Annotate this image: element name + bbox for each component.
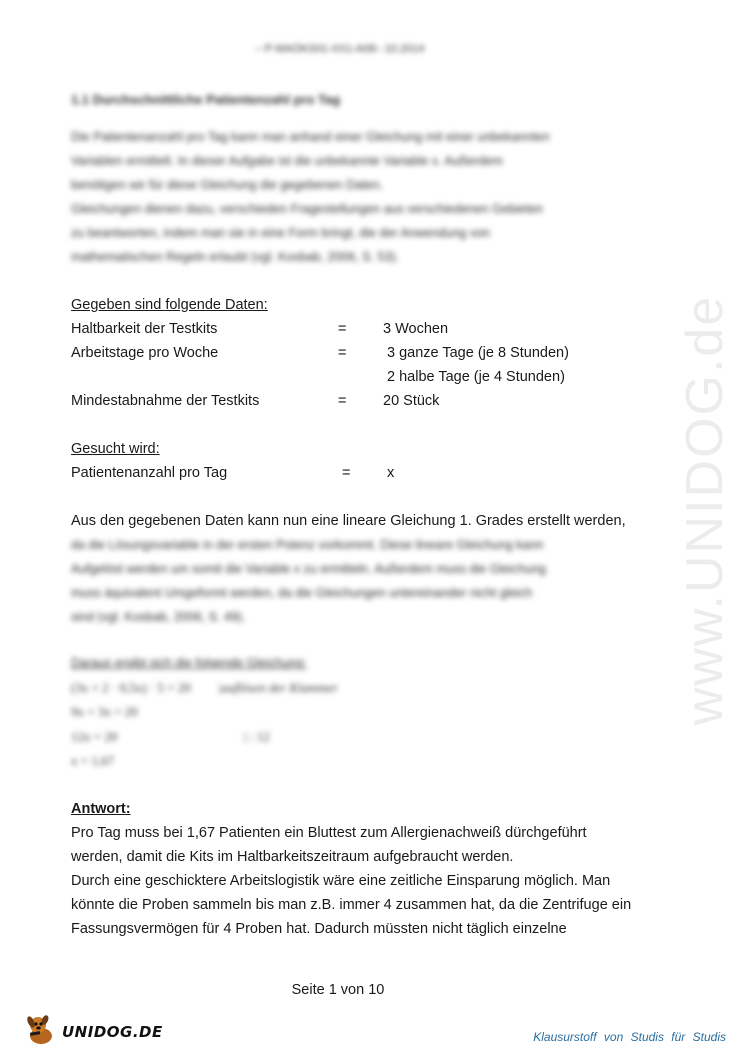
equation-expr: x = 1,67	[71, 753, 115, 768]
equation-line	[71, 680, 338, 696]
answer-heading: Antwort:	[71, 801, 131, 817]
given-heading: Gegeben sind folgende Daten:	[71, 297, 268, 313]
equation-line	[71, 753, 114, 769]
watermark: www.UNIDOG.de	[676, 294, 734, 726]
analysis-line: Aufgelöst werden um somit die Variable x zu ermitteln. Außerdem muss die Gleichung	[71, 562, 546, 576]
analysis-first-line: Aus den gegebenen Daten kann nun eine lineare Gleichung 1. Grades erstellt werden,	[71, 513, 626, 529]
sought-label: Patientenanzahl pro Tag	[71, 465, 228, 481]
equation-expr: 9x + 3x = 20	[71, 704, 138, 719]
intro-line: zu beantworten, indem man sie in eine Form bringt, die der Anwendung von	[71, 226, 490, 240]
sought-heading: Gesucht wird:	[71, 441, 160, 457]
equation-expr: 12x = 20	[71, 729, 118, 744]
intro-paragraph	[71, 125, 611, 269]
given-row-value: 3 ganze Tage (je 8 Stunden)	[387, 345, 569, 361]
analysis-paragraph	[71, 533, 611, 629]
equation-expr: (3x + 2 · 0,5x) · 5 = 20	[71, 680, 191, 695]
given-row-label: Mindestabnahme der Testkits	[71, 393, 260, 409]
intro-line: benötigen wir für diese Gleichung die gegebenen Daten.	[71, 178, 384, 192]
intro-line: Gleichungen dienen dazu, verschieden Fragestellungen aus verschiedenen Gebieten	[71, 202, 543, 216]
logo-text: UNIDOG.DE	[62, 1023, 163, 1041]
intro-line: mathematischen Regeln erlaubt (vgl. Kosbab, 2006, S. 53).	[71, 250, 399, 264]
answer-line: Pro Tag muss bei 1,67 Patienten ein Bluttest zum Allergienachweiß dürchgeführt	[71, 825, 587, 841]
answer-line: könnte die Proben sammeln bis man z.B. immer 4 zusammen hat, da die Zentrifuge ein	[71, 897, 632, 913]
given-row-value: 2 halbe Tage (je 4 Stunden)	[387, 369, 565, 385]
page-number: Seite 1 von 10	[291, 982, 385, 998]
analysis-line: sind (vgl. Kosbab, 2006, S. 49).	[71, 610, 246, 624]
tagline: Klausurstoff von Studis für Studis	[533, 1030, 726, 1044]
equation-line	[71, 729, 270, 745]
answer-line: werden, damit die Kits im Haltbarkeitszeitraum aufgebraucht werden.	[71, 849, 514, 865]
given-row-equals: =	[338, 393, 347, 409]
answer-line: Fassungsvermögen für 4 Proben hat. Dadurch müssten nicht täglich einzelne	[71, 921, 567, 937]
sought-value: x	[387, 465, 395, 481]
analysis-line: muss äquivalent Umgeformt werden, da die Gleichungen untereinander nicht gleich	[71, 586, 533, 600]
intro-line: Variablen ermittelt. In dieser Aufgabe ist die unbekannte Variable x. Außerdem	[71, 154, 503, 168]
equation-heading	[71, 651, 611, 675]
given-row-value: 20 Stück	[383, 393, 440, 409]
answer-line: Durch eine geschicktere Arbeitslogistik wäre eine zeitliche Einsparung möglich. Man	[71, 873, 611, 889]
document-code-header: – P-MAÖKS01-XX1-A08– 10.2014	[255, 43, 425, 55]
equation-line	[71, 704, 138, 720]
equation-note: | : 12	[244, 729, 270, 744]
given-row-equals: =	[338, 321, 347, 337]
given-row-value: 3 Wochen	[383, 321, 449, 337]
analysis-line: da die Lösungsvariable in der ersten Potenz vorkommt. Diese lineare Gleichung kann	[71, 538, 544, 552]
unidog-logo[interactable]	[24, 1015, 163, 1049]
equation-note: |auflösen der Klammer	[217, 680, 338, 695]
given-row-label: Arbeitstage pro Woche	[71, 345, 219, 361]
section-title: 1.1 Durchschnittliche Patientenzahl pro Tag	[71, 92, 341, 107]
given-row-equals: =	[338, 345, 347, 361]
intro-line: Die Patientenanzahl pro Tag kann man anhand einer Gleichung mit einer unbekannten	[71, 130, 550, 144]
sought-equals: =	[342, 465, 351, 481]
dog-mascot-icon	[24, 1014, 58, 1051]
given-row-label: Haltbarkeit der Testkits	[71, 321, 218, 337]
equation-heading-text: Daraus ergibt sich die folgende Gleichung:	[71, 656, 307, 670]
